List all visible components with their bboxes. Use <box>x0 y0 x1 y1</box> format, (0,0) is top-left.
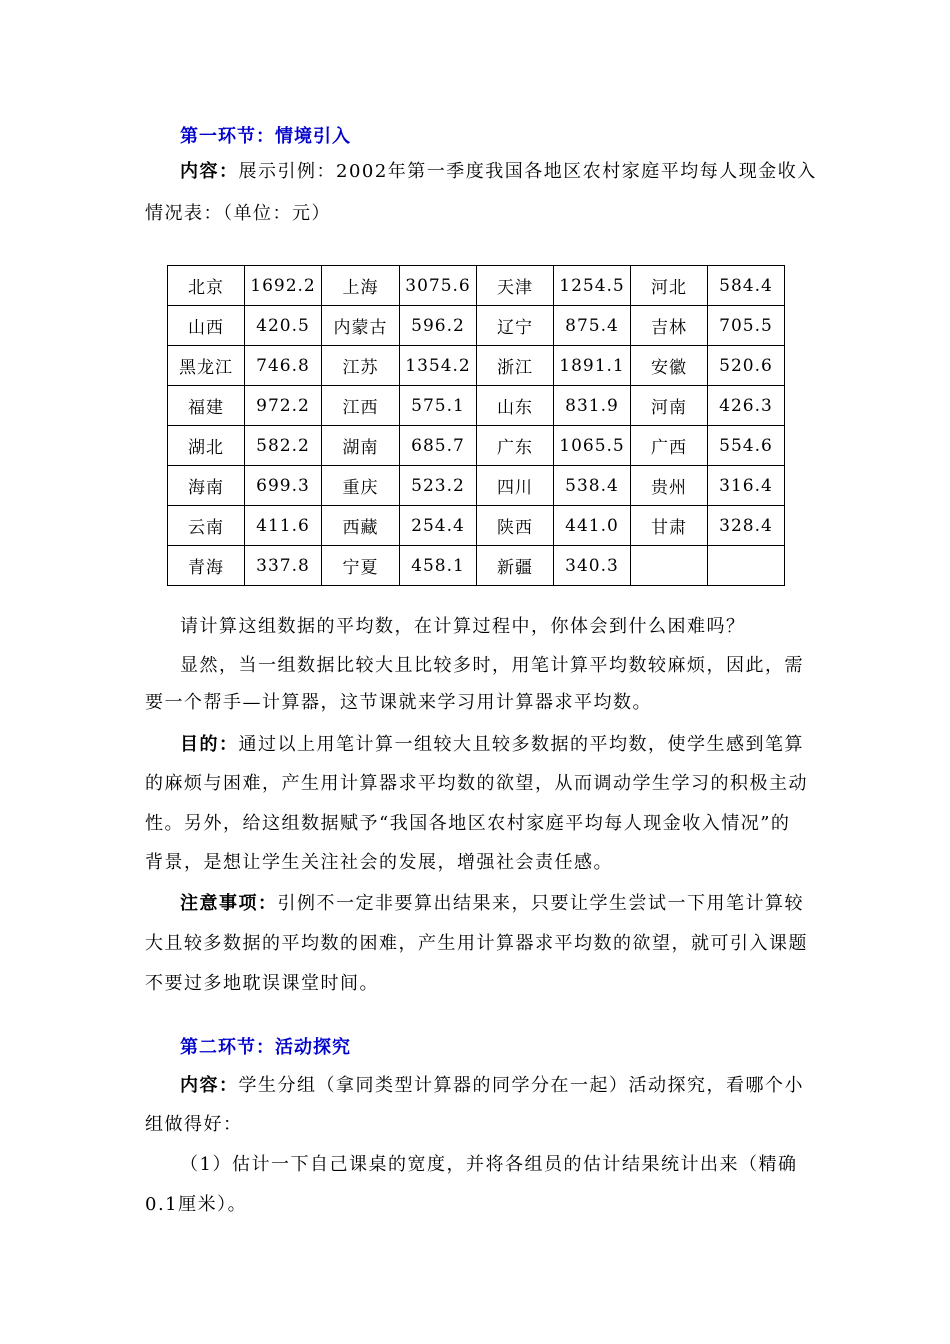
region-cell: 新疆 <box>477 546 554 586</box>
income-cell: 538.4 <box>554 466 631 506</box>
region-cell: 上海 <box>322 266 400 306</box>
table-row <box>168 386 785 426</box>
region-cell: 陕西 <box>477 506 554 546</box>
notes-line2: 大且较多数据的平均数的困难，产生用计算器求平均数的欲望，就可引入课题 <box>145 933 808 954</box>
region-cell: 辽宁 <box>477 306 554 346</box>
income-cell: 584.4 <box>708 266 785 306</box>
income-cell: 1065.5 <box>554 426 631 466</box>
section2-heading: 第二环节：活动探究 <box>180 1037 351 1058</box>
income-cell: 746.8 <box>245 346 322 386</box>
section1-content-line2: 情况表：（单位：元） <box>145 203 331 224</box>
income-cell: 1891.1 <box>554 346 631 386</box>
income-cell: 699.3 <box>245 466 322 506</box>
income-cell: 875.4 <box>554 306 631 346</box>
region-cell: 山西 <box>168 306 245 346</box>
item1-line1: （1）估计一下自己课桌的宽度，并将各组员的估计结果统计出来（精确 <box>180 1154 798 1175</box>
table-row <box>168 546 785 586</box>
income-cell: 554.6 <box>708 426 785 466</box>
content-label-2: 内容： <box>180 1075 239 1096</box>
obvious-paragraph-line1: 显然，当一组数据比较大且比较多时，用笔计算平均数较麻烦，因此，需 <box>180 655 804 676</box>
income-cell: 426.3 <box>708 386 785 426</box>
table-row <box>168 466 785 506</box>
table-row <box>168 266 785 306</box>
income-table <box>167 265 785 586</box>
region-cell: 甘肃 <box>631 506 708 546</box>
region-cell: 江西 <box>322 386 400 426</box>
income-cell: 3075.6 <box>400 266 477 306</box>
region-cell: 安徽 <box>631 346 708 386</box>
section1-content-line1 <box>180 160 817 184</box>
notes-label: 注意事项： <box>180 893 278 914</box>
table-row <box>168 506 785 546</box>
purpose-line3: 性。另外，给这组数据赋予“我国各地区农村家庭平均每人现金收入情况”的 <box>145 813 791 834</box>
question-paragraph: 请计算这组数据的平均数，在计算过程中，你体会到什么困难吗？ <box>180 616 746 637</box>
section2-content-line2: 组做得好： <box>145 1114 243 1135</box>
content-label: 内容： <box>180 161 239 182</box>
region-cell: 青海 <box>168 546 245 586</box>
region-cell: 宁夏 <box>322 546 400 586</box>
region-cell: 海南 <box>168 466 245 506</box>
income-cell: 972.2 <box>245 386 322 426</box>
region-cell: 北京 <box>168 266 245 306</box>
obvious-paragraph-line2: 要一个帮手—计算器，这节课就来学习用计算器求平均数。 <box>145 692 652 713</box>
content-text-2: 学生分组（拿同类型计算器的同学分在一起）活动探究，看哪个小 <box>238 1075 804 1096</box>
income-cell: 316.4 <box>708 466 785 506</box>
region-cell: 广东 <box>477 426 554 466</box>
income-cell: 575.1 <box>400 386 477 426</box>
region-cell: 山东 <box>477 386 554 426</box>
income-cell: 328.4 <box>708 506 785 546</box>
purpose-line1 <box>180 733 804 757</box>
income-cell: 458.1 <box>400 546 477 586</box>
income-cell: 441.0 <box>554 506 631 546</box>
income-cell: 582.2 <box>245 426 322 466</box>
region-cell: 天津 <box>477 266 554 306</box>
region-cell <box>631 546 708 586</box>
section2-content-line1 <box>180 1074 804 1098</box>
region-cell: 江苏 <box>322 346 400 386</box>
notes-line1 <box>180 892 804 916</box>
region-cell: 黑龙江 <box>168 346 245 386</box>
income-cell: 254.4 <box>400 506 477 546</box>
region-cell: 湖南 <box>322 426 400 466</box>
section1-heading: 第一环节：情境引入 <box>180 126 351 147</box>
region-cell: 浙江 <box>477 346 554 386</box>
item1-line2: 0.1厘米）。 <box>145 1194 248 1215</box>
purpose-line2: 的麻烦与困难，产生用计算器求平均数的欲望，从而调动学生学习的积极主动 <box>145 773 808 794</box>
content-text: 展示引例：2002年第一季度我国各地区农村家庭平均每人现金收入 <box>238 161 817 182</box>
income-cell: 705.5 <box>708 306 785 346</box>
income-cell: 523.2 <box>400 466 477 506</box>
table-row <box>168 346 785 386</box>
income-cell: 337.8 <box>245 546 322 586</box>
region-cell: 云南 <box>168 506 245 546</box>
region-cell: 河南 <box>631 386 708 426</box>
income-cell: 1692.2 <box>245 266 322 306</box>
income-cell <box>708 546 785 586</box>
region-cell: 四川 <box>477 466 554 506</box>
region-cell: 贵州 <box>631 466 708 506</box>
region-cell: 福建 <box>168 386 245 426</box>
region-cell: 重庆 <box>322 466 400 506</box>
region-cell: 广西 <box>631 426 708 466</box>
income-cell: 520.6 <box>708 346 785 386</box>
income-cell: 685.7 <box>400 426 477 466</box>
region-cell: 西藏 <box>322 506 400 546</box>
purpose-text: 通过以上用笔计算一组较大且较多数据的平均数，使学生感到笔算 <box>238 734 804 755</box>
income-cell: 420.5 <box>245 306 322 346</box>
income-cell: 340.3 <box>554 546 631 586</box>
income-cell: 596.2 <box>400 306 477 346</box>
notes-text: 引例不一定非要算出结果来，只要让学生尝试一下用笔计算较 <box>277 893 804 914</box>
table-row <box>168 426 785 466</box>
region-cell: 吉林 <box>631 306 708 346</box>
purpose-line4: 背景，是想让学生关注社会的发展，增强社会责任感。 <box>145 852 613 873</box>
purpose-label: 目的： <box>180 734 239 755</box>
region-cell: 河北 <box>631 266 708 306</box>
income-cell: 411.6 <box>245 506 322 546</box>
income-cell: 831.9 <box>554 386 631 426</box>
income-cell: 1354.2 <box>400 346 477 386</box>
region-cell: 湖北 <box>168 426 245 466</box>
notes-line3: 不要过多地耽误课堂时间。 <box>145 973 379 994</box>
income-cell: 1254.5 <box>554 266 631 306</box>
table-row <box>168 306 785 346</box>
region-cell: 内蒙古 <box>322 306 400 346</box>
